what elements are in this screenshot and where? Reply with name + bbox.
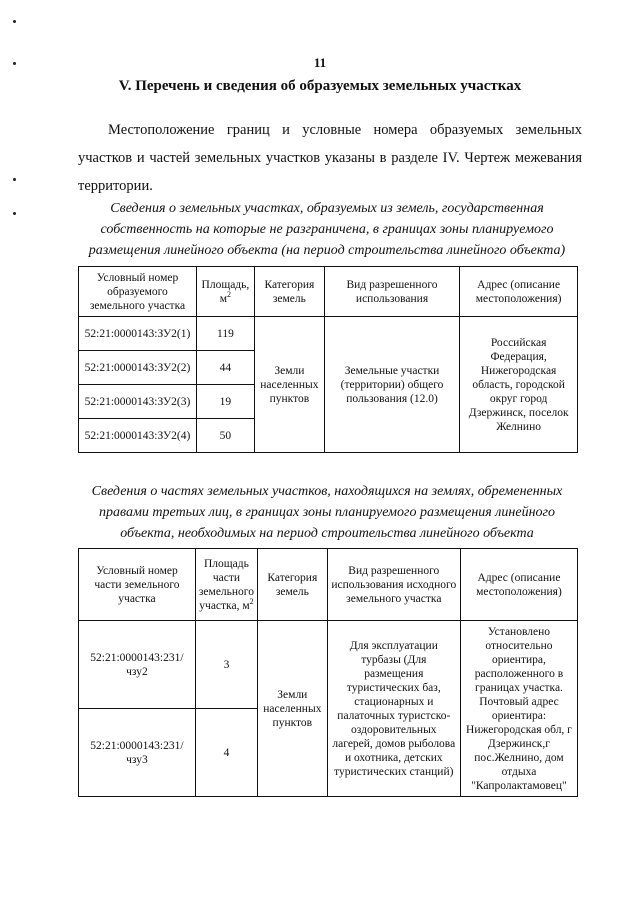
header-number: Условный номер части земельного участка: [79, 549, 196, 621]
table-cell-category: Земли населенных пунктов: [254, 317, 324, 453]
header-category: Категория земель: [254, 267, 324, 317]
table-cell-number: 52:21:0000143:ЗУ2(4): [79, 419, 197, 453]
land-parts-table: [78, 548, 578, 797]
header-area: Площадь, $м^2$: [196, 267, 254, 317]
table1-caption: Сведения о земельных участках, образуемых из земель, государственная собственность на которые не разграничена, в границах зоны планируемого размещения линейного объекта (на период строительства линейного объекта): [88, 201, 566, 258]
table2-caption: Сведения о частях земельных участков, находящихся на землях, обремененных правами третьих лиц, в границах зоны планируемого размещения линейного объекта, необходимых на период строительства линейного объекта: [91, 484, 563, 541]
table-cell-area: 3: [195, 621, 257, 709]
section-title: V. Перечень и сведения об образуемых земельных участках: [118, 78, 522, 94]
header-area: Площадь части земельного участка, $м^2$: [195, 549, 257, 621]
table-cell-category: Земли населенных пунктов: [257, 621, 327, 797]
scan-mark: [13, 212, 16, 215]
table-cell-number: 52:21:0000143:ЗУ2(3): [79, 385, 197, 419]
page-number: 11: [313, 55, 327, 70]
header-number: Условный номер образуемого земельного участка: [79, 267, 197, 317]
header-address: Адрес (описание местоположения): [460, 267, 578, 317]
table-cell-number: 52:21:0000143:231/чзу3: [79, 709, 196, 797]
scan-mark: [13, 20, 16, 23]
table-cell-address: Установлено относительно ориентира, расположенного в границах участка. Почтовый адрес ориентира: Нижегородская обл, г Дзержинск,г пос.Желнино, дом отдыха "Капролактамовец": [460, 621, 577, 797]
table-cell-address: Российская Федерация, Нижегородская область, городской округ город Дзержинск, поселок Желнино: [460, 317, 578, 453]
intro-paragraph: Местоположение границ и условные номера образуемых земельных участков и частей земельных участков указаны в разделе IV. Чертеж межевания территории.: [78, 122, 582, 194]
table-cell-area: 44: [196, 351, 254, 385]
table-cell-number: 52:21:0000143:ЗУ2(2): [79, 351, 197, 385]
header-use: Вид разрешенного использования исходного земельного участка: [327, 549, 460, 621]
header-category: Категория земель: [257, 549, 327, 621]
table-cell-use: Земельные участки (территории) общего пользования (12.0): [324, 317, 459, 453]
header-use: Вид разрешенного использования: [324, 267, 459, 317]
table-cell-area: 19: [196, 385, 254, 419]
table-cell-area: 119: [196, 317, 254, 351]
land-plots-table: [78, 266, 578, 453]
header-address: Адрес (описание местоположения): [460, 549, 577, 621]
table-cell-number: 52:21:0000143:231/чзу2: [79, 621, 196, 709]
table-cell-area: 4: [195, 709, 257, 797]
table-cell-area: 50: [196, 419, 254, 453]
table-cell-use: Для эксплуатации турбазы (Для размещения туристических баз, стационарных и палаточных туристско-оздоровительных лагерей, домов рыболова и охотника, детских туристических станций): [327, 621, 460, 797]
table-cell-number: 52:21:0000143:ЗУ2(1): [79, 317, 197, 351]
scan-mark: [13, 178, 16, 181]
